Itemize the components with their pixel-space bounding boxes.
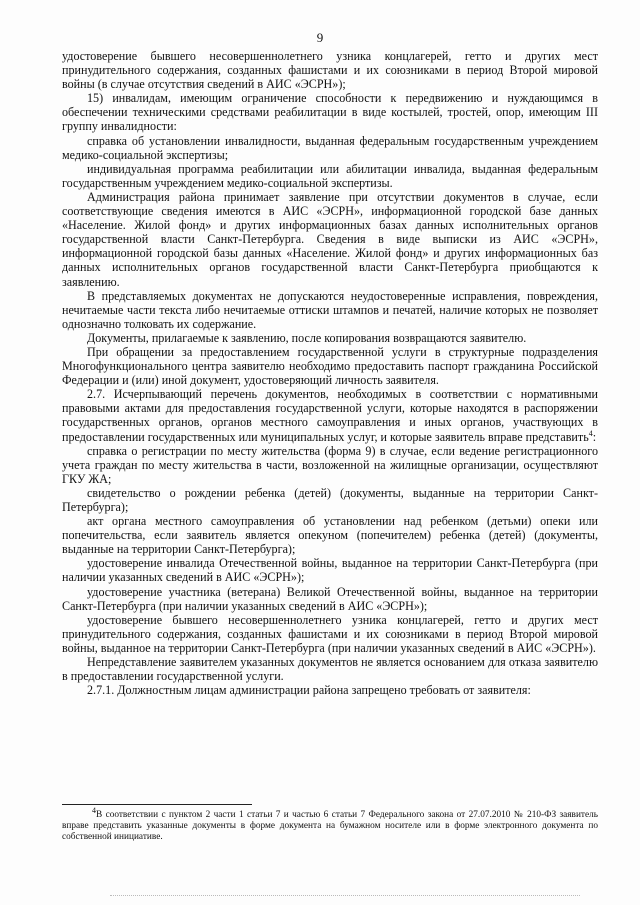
paragraph: справка об установлении инвалидности, выданная федеральным государственным учреждением медико-социальной экспертизы; — [62, 133, 598, 162]
paragraph: индивидуальная программа реабилитации или абилитации инвалида, выданная федеральным государственным учреждением медико-социальной экспертизы. — [62, 161, 598, 190]
paragraph: Непредставление заявителем указанных документов не является основанием для отказа заявителю в предоставлении государственной услуги. — [62, 655, 598, 684]
footnote — [62, 805, 598, 843]
page-number: 9 — [316, 30, 324, 45]
footnote-ref: 4 — [588, 428, 593, 438]
paragraph: В представляемых документах не допускаются неудостоверенные исправления, повреждения, нечитаемые части текста либо нечитаемые оттиски штампов и печатей, наличие которых не позволяет однозначно толковать их содержание. — [62, 288, 598, 331]
paragraph: При обращении за предоставлением государственной услуги в структурные подразделения Многофункционального центра заявителю необходимо предоставить паспорт гражданина Российской Федерации и (или) иной документ, удостоверяющий личность заявителя. — [62, 344, 598, 388]
footnote-ref-suffix: : — [592, 429, 597, 444]
paragraph: акт органа местного самоуправления об установлении над ребенком (детьми) опеки или попечительства, если заявитель является опекуном (попечителем) ребенка (детей) (документы, выданные на территории Санкт-Петербурга); — [62, 514, 598, 557]
paragraph: удостоверение инвалида Отечественной войны, выданное на территории Санкт-Петербурга (при наличии указанных сведений в АИС «ЭСРН»); — [62, 556, 598, 585]
footnote-text: В соответствии с пунктом 2 части 1 статьи 7 и частью 6 статьи 7 Федерального закона от 27.07.2010 № 210-ФЗ заявитель вправе представить указанные документы в форме документа на бумажном носителе или в форме электронного документа по собственной инициативе. — [62, 810, 598, 842]
paragraph: удостоверение бывшего несовершеннолетнего узника концлагерей, гетто и других мест принудительного содержания, созданных фашистами и их союзниками в период Второй мировой войны (в случае отсутствия сведений в АИС «ЭСРН»); — [62, 49, 598, 92]
paragraph: 15) инвалидам, имеющим ограничение способности к передвижению и нуждающимся в обеспечении техническими средствами реабилитации в виде костылей, тростей, опор, имеющим III группу инвалидности: — [62, 91, 598, 134]
paragraph: удостоверение бывшего несовершеннолетнего узника концлагерей, гетто и других мест принудительного содержания, созданных фашистами и их союзниками в период Второй мировой войны, выданное на территории Санкт-Петербурга (при наличии указанных сведений в АИС «ЭСРН»). — [62, 612, 598, 655]
paragraph: 2.7.1. Должностным лицам администрации района запрещено требовать от заявителя: — [87, 683, 531, 698]
paragraph: справка о регистрации по месту жительства (форма 9) в случае, если ведение регистрационного учета граждан по месту жительства в части, возложенной на жилищные организации, осуществляют ГКУ ЖА; — [62, 443, 598, 486]
paragraph: Документы, прилагаемые к заявлению, после копирования возвращаются заявителю. — [87, 330, 527, 345]
footnote-separator — [62, 804, 252, 805]
paragraph: удостоверение участника (ветерана) Великой Отечественной войны, выданное на территории Санкт-Петербурга (при наличии указанных сведений в АИС «ЭСРН»); — [62, 584, 598, 613]
page-body — [62, 49, 598, 697]
paragraph: Администрация района принимает заявление при отсутствии документов в случае, если соответствующие сведения имеются в АИС «ЭСРН», информационной городской базе данных «Население. Жилой фонд» и других информационных базах данных исполнительных органов государственной власти Санкт-Петербурга. Сведения в виде выписки из АИС «ЭСРН», информационной городской базы данных «Население. Жилой фонд» и других информационных баз данных исполнительных органов государственной власти Санкт-Петербурга приобщаются к заявлению. — [62, 189, 598, 289]
paragraph-2-7 — [62, 387, 598, 443]
paragraph: свидетельство о рождении ребенка (детей) (документы, выданные на территории Санкт-Петербурга); — [62, 485, 598, 514]
footnote-marker: 4 — [92, 805, 96, 815]
scan-artifact-line — [110, 895, 580, 896]
paragraph-text: 2.7. Исчерпывающий перечень документов, необходимых в соответствии с нормативными правовыми актами для предоставления государственной услуги, которые находятся в распоряжении государственных органов, органов местного самоуправления и иных органов, участвующих в предоставлении государственных или муниципальных услуг, и которые заявитель вправе представить — [62, 387, 598, 444]
